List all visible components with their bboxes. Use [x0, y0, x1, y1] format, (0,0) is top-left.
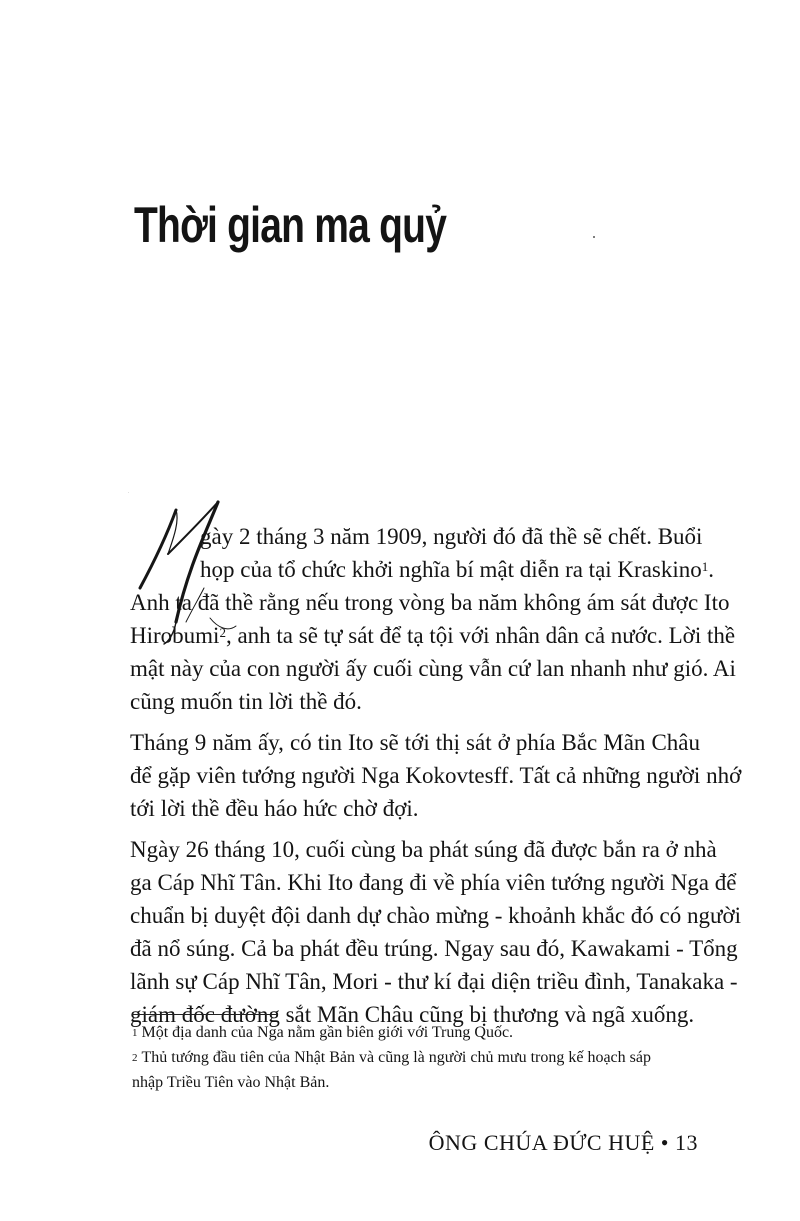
footnote-text: Một địa danh của Nga nằm gần biên giới với Trung Quốc.	[141, 1024, 514, 1041]
text-line: tới lời thề đều háo hức chờ đợi.	[130, 796, 419, 821]
chapter-title: Thời gian ma quỷ	[134, 197, 447, 253]
text-run: họp của tổ chức khởi nghĩa bí mật diễn ra tại Kraskino	[200, 557, 702, 582]
book-title: ÔNG CHÚA ĐỨC HUỆ	[428, 1130, 655, 1155]
text-line: cũng muốn tin lời thề đó.	[130, 689, 362, 714]
footnotes	[132, 1020, 702, 1095]
text-line	[130, 619, 736, 652]
footnote-divider	[132, 1014, 278, 1015]
text-run: , anh ta sẽ tự sát để tạ tội với nhân dân cả nước. Lời thề	[225, 623, 736, 648]
footnote-2-continued	[132, 1070, 702, 1095]
text-line: mật này của con người ấy cuối cùng vẫn cứ lan nhanh như gió. Ai	[130, 656, 736, 681]
footnote-2	[132, 1045, 702, 1070]
footnote-text: nhập Triều Tiên vào Nhật Bản.	[132, 1074, 330, 1091]
text-line: Tháng 9 năm ấy, có tin Ito sẽ tới thị sát ở phía Bắc Mãn Châu	[130, 730, 700, 755]
footnote-text: Thủ tướng đầu tiên của Nhật Bản và cũng là người chủ mưu trong kế hoạch sáp	[141, 1049, 651, 1066]
footnote-1	[132, 1020, 702, 1045]
page-number: 13	[675, 1130, 698, 1155]
footnote-ref-1: 1	[701, 559, 709, 574]
footnote-number: 1	[132, 1027, 138, 1039]
paragraph-3	[130, 833, 742, 1031]
text-line: chuẩn bị duyệt đội danh dự chào mừng - khoảnh khắc đó có người	[130, 903, 742, 928]
text-line: Anh ta đã thề rằng nếu trong vòng ba năm không ám sát được Ito	[130, 590, 730, 615]
print-speck	[593, 236, 595, 238]
text-line: lãnh sự Cáp Nhĩ Tân, Mori - thư kí đại diện triều đình, Tanakaka -	[130, 969, 738, 994]
body-text	[130, 520, 742, 1031]
paragraph-1	[130, 520, 736, 718]
text-line: họp của tổ chức khởi nghĩa bí mật diễn ra tại Kraskino$^1$.	[200, 557, 714, 582]
text-line: giám đốc đường sắt Mãn Châu cũng bị thương và ngã xuống.	[130, 1002, 695, 1027]
running-footer	[429, 1130, 698, 1156]
text-line: để gặp viên tướng người Nga Kokovtesff. Tất cả những người nhớ	[130, 763, 742, 788]
text-line: ga Cáp Nhĩ Tân. Khi Ito đang đi về phía viên tướng người Nga để	[130, 870, 737, 895]
text-line: gày 2 tháng 3 năm 1909, người đó đã thề sẽ chết. Buổi	[200, 524, 703, 549]
footnote-ref-2: 2	[219, 625, 226, 640]
text-line: đã nổ súng. Cả ba phát đều trúng. Ngay sau đó, Kawakami - Tổng	[130, 936, 738, 961]
paragraph-2	[130, 726, 742, 825]
footnote-number: 2	[132, 1052, 138, 1064]
text-run: Hirobumi	[130, 623, 220, 648]
dropcap-text	[128, 492, 129, 494]
footer-bullet: •	[660, 1130, 669, 1155]
text-line: Ngày 26 tháng 10, cuối cùng ba phát súng đã được bắn ra ở nhà	[130, 837, 717, 862]
